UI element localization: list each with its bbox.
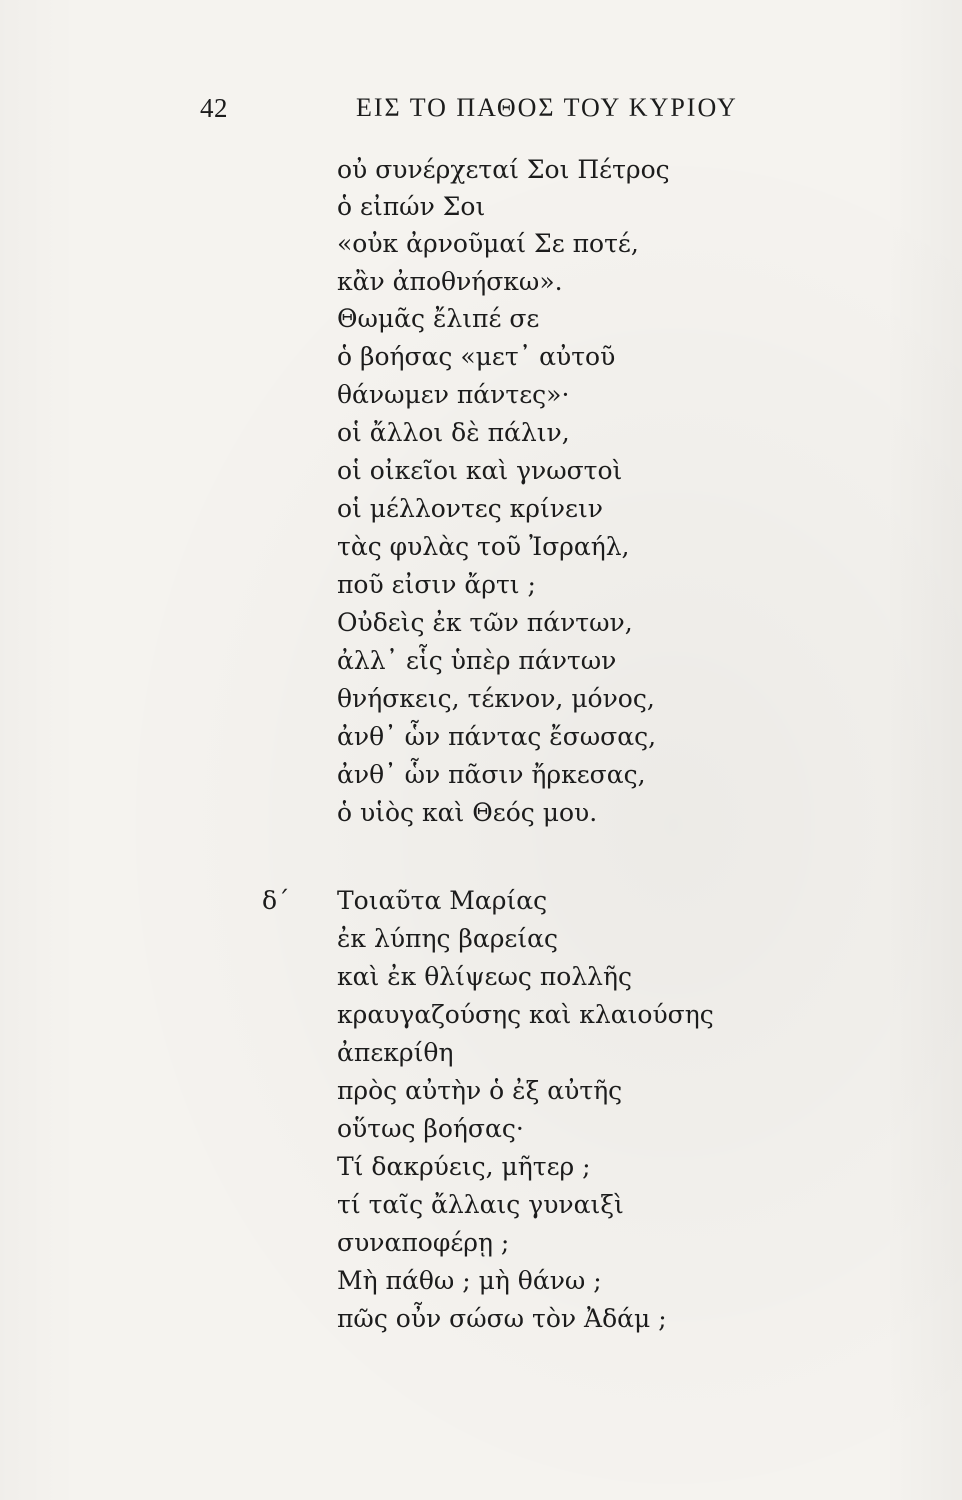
verse-line: ἀλλ᾽ εἷς ὑπὲρ πάντων xyxy=(337,646,617,675)
page-number: 42 xyxy=(200,93,228,123)
stanza-number: δ΄ xyxy=(262,886,290,915)
verse-line: οὐ συνέρχεταί Σοι Πέτρος xyxy=(337,155,670,184)
verse-line: «οὐκ ἀρνοῦμαί Σε ποτέ, xyxy=(337,229,639,258)
verse-line: οὕτως βοήσας· xyxy=(337,1114,524,1143)
verse-line: Μὴ πάθω ; μὴ θάνω ; xyxy=(337,1266,602,1295)
verse-line: ποῦ εἰσιν ἄρτι ; xyxy=(337,570,536,599)
verse-block xyxy=(337,0,897,1500)
verse-line: τί ταῖς ἄλλαις γυναιξὶ xyxy=(337,1190,624,1219)
verse-line: τὰς φυλὰς τοῦ Ἰσραήλ, xyxy=(337,532,630,561)
running-title: ΕΙΣ ΤΟ ΠΑΘΟΣ ΤΟΥ ΚΥΡΙΟΥ xyxy=(356,93,738,122)
verse-line: πῶς οὖν σώσω τὸν Ἀδάμ ; xyxy=(337,1304,667,1333)
verse-line: κἂν ἀποθνήσκω». xyxy=(337,267,563,296)
verse-line: καὶ ἐκ θλίψεως πολλῆς xyxy=(337,962,632,991)
verse-line: ὁ βοήσας «μετ᾽ αὐτοῦ xyxy=(337,342,616,371)
verse-line: Τί δακρύεις, μῆτερ ; xyxy=(337,1152,591,1181)
verse-line: πρὸς αὐτὴν ὁ ἐξ αὐτῆς xyxy=(337,1076,623,1105)
verse-line: ἀνθ᾽ ὧν πάντας ἔσωσας, xyxy=(337,722,657,751)
verse-line: ἀνθ᾽ ὧν πᾶσιν ἤρκεσας, xyxy=(337,760,646,789)
verse-line: Τοιαῦτα Μαρίας xyxy=(337,886,548,915)
verse-line: ὁ υἱὸς καὶ Θεός μου. xyxy=(337,798,598,827)
verse-line: Οὐδεὶς ἐκ τῶν πάντων, xyxy=(337,608,633,637)
verse-line: θνήσκεις, τέκνον, μόνος, xyxy=(337,684,655,713)
verse-line: θάνωμεν πάντες»· xyxy=(337,380,570,409)
verse-line: συναποφέρῃ ; xyxy=(337,1228,510,1257)
verse-line: ἀπεκρίθη xyxy=(337,1038,454,1067)
verse-line: οἱ ἄλλοι δὲ πάλιν, xyxy=(337,418,570,447)
verse-line: οἱ μέλλοντες κρίνειν xyxy=(337,494,603,523)
verse-line: οἱ οἰκεῖοι καὶ γνωστοὶ xyxy=(337,456,623,485)
verse-line: κραυγαζούσης καὶ κλαιούσης xyxy=(337,1000,714,1029)
verse-line: Θωμᾶς ἔλιπέ σε xyxy=(337,304,540,333)
verse-line: ὁ εἰπών Σοι xyxy=(337,192,486,221)
verse-line: ἐκ λύπης βαρείας xyxy=(337,924,559,953)
